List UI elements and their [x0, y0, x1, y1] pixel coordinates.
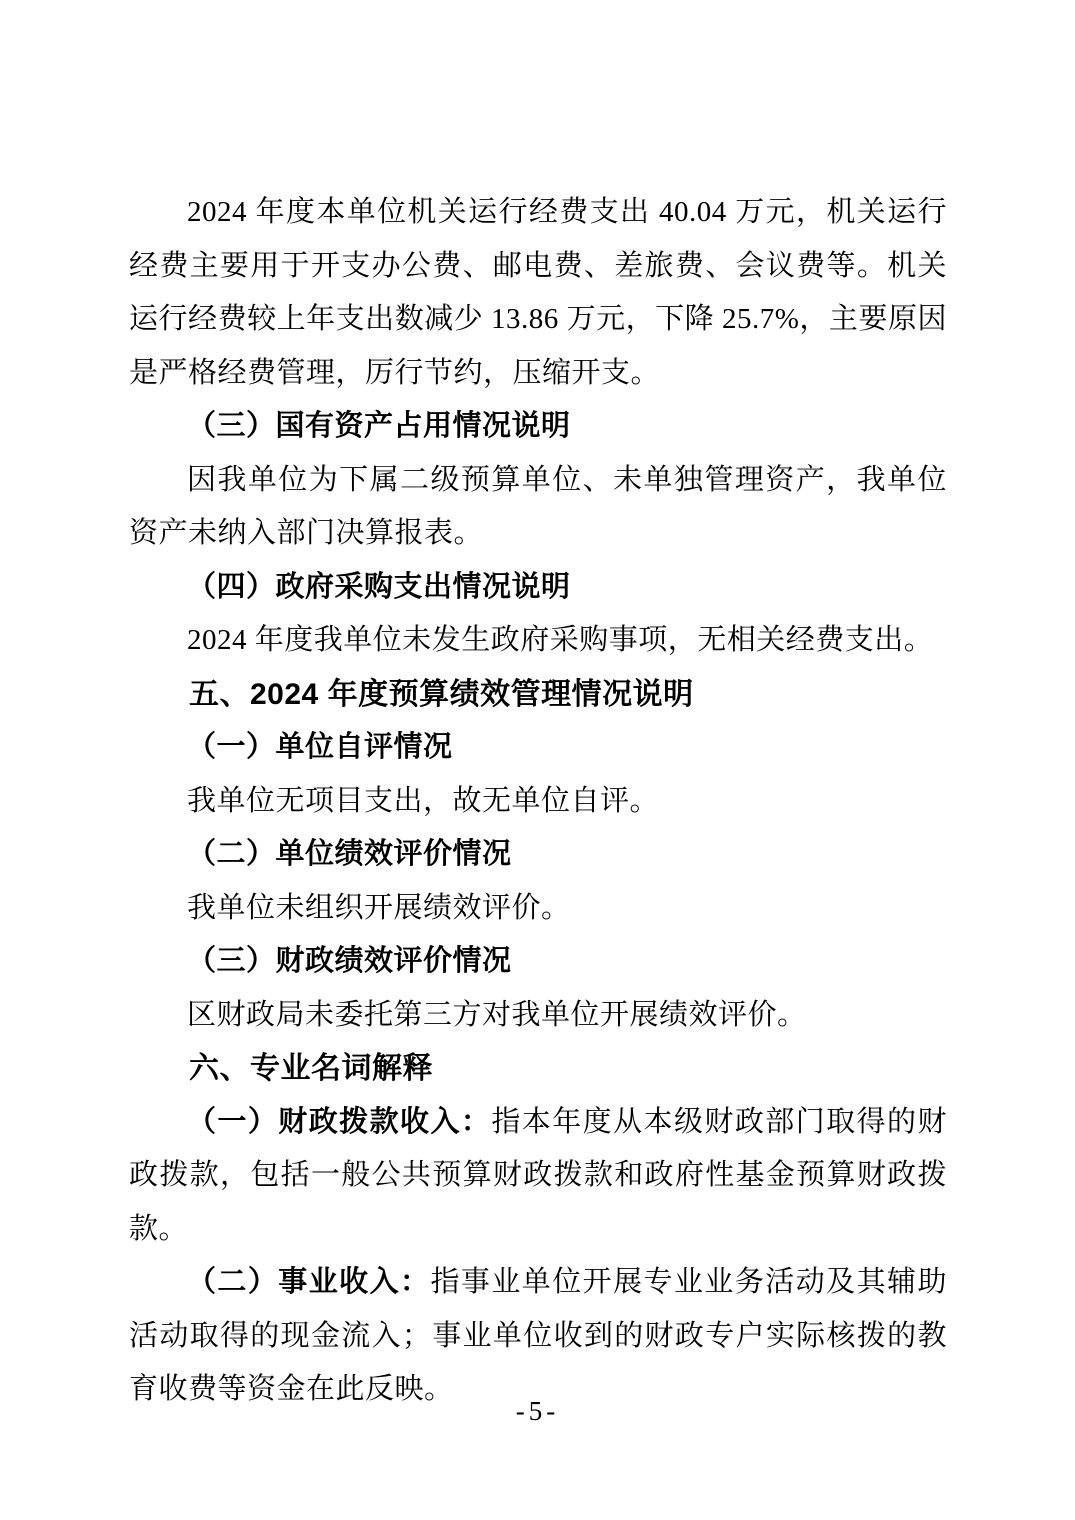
paragraph-fiscal-performance-evaluation: 区财政局未委托第三方对我单位开展绩效评价。 — [187, 998, 807, 1031]
sub-heading-unit-performance-evaluation: （二）单位绩效评价情况 — [187, 838, 512, 870]
term-label-fiscal-appropriation: （一）财政拨款收入： — [187, 1105, 492, 1138]
section-heading-performance-management: 五、2024 年度预算绩效管理情况说明 — [189, 677, 694, 711]
page-number: -5- — [515, 1396, 560, 1426]
sub-heading-government-procurement: （四）政府采购支出情况说明 — [187, 570, 571, 603]
document-body — [129, 186, 947, 1417]
paragraph-term-fiscal-appropriation — [129, 1096, 947, 1257]
paragraph-government-procurement: 2024 年度我单位未发生政府采购事项，无相关经费支出。 — [187, 624, 934, 656]
sub-heading-fiscal-performance-evaluation: （三）财政绩效评价情况 — [187, 945, 512, 977]
paragraph-unit-performance-evaluation: 我单位未组织开展绩效评价。 — [187, 891, 571, 924]
term-label-business-income: （二）事业收入： — [187, 1266, 431, 1298]
sub-heading-state-assets: （三）国有资产占用情况说明 — [187, 410, 571, 442]
section-heading-terminology: 六、专业名词解释 — [189, 1052, 433, 1085]
paragraph-state-assets: 因我单位为下属二级预算单位、未单独管理资产，我单位资产未纳入部门决算报表。 — [129, 463, 947, 549]
paragraph-self-evaluation: 我单位无项目支出，故无单位自评。 — [187, 784, 660, 817]
term-definition-business-income: 指事业单位开展专业业务活动及其辅助活动取得的现金流入；事业单位收到的财政专户实际核拨的教育收费等资金在此反映。 — [129, 1266, 947, 1405]
term-definition-fiscal-appropriation: 指本年度从本级财政部门取得的财政拨款，包括一般公共预算财政拨款和政府性基金预算财政拨款。 — [129, 1105, 947, 1245]
paragraph-operating-expense: 2024 年度本单位机关运行经费支出 40.04 万元，机关运行经费主要用于开支办公费、邮电费、差旅费、会议费等。机关运行经费较上年支出数减少 13.86 万元，下降 25.7%，主要原因是严格经费管理，厉行节约，压缩开支。 — [129, 196, 947, 389]
sub-heading-self-evaluation: （一）单位自评情况 — [187, 731, 453, 763]
paragraph-term-business-income — [129, 1256, 947, 1417]
